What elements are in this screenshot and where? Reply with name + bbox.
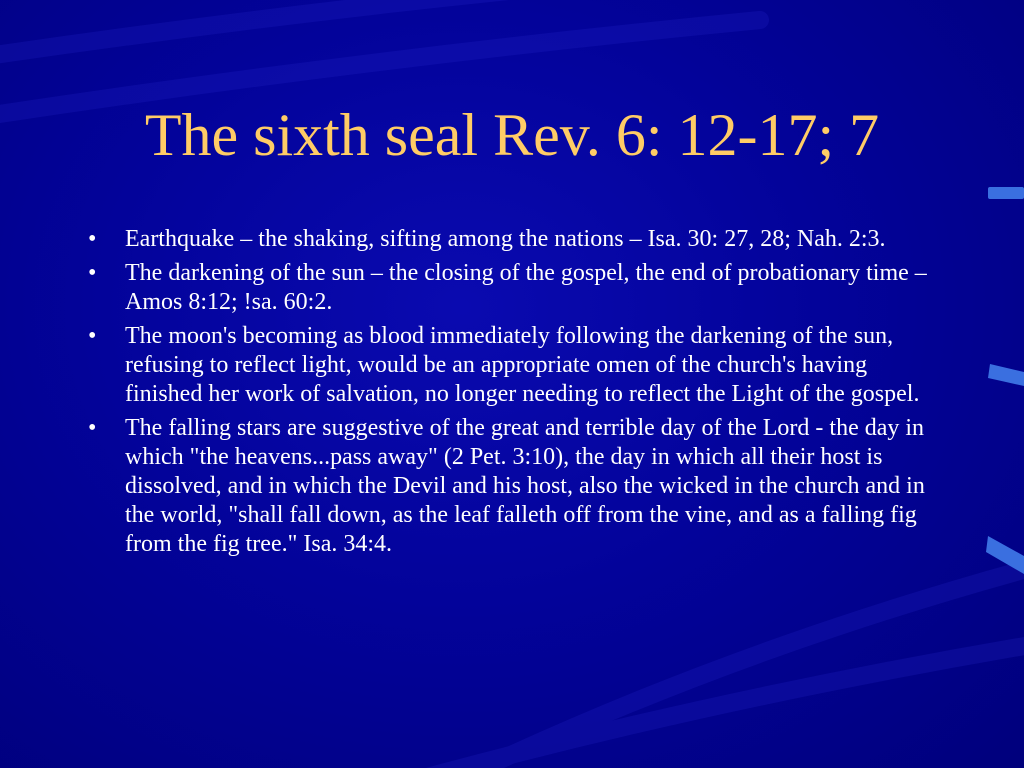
accent-stripe	[988, 187, 1024, 199]
bullet-text: The falling stars are suggestive of the great and terrible day of the Lord - the day in which "the heavens...pass away" (2 Pet. 3:10), the day in which all their host is dissolved, and in which the Devil and his host, also the wicked in the church and in the world, "shall fall down, as the leaf falleth off from the vine, and as a falling fig from the fig tree." Isa. 34:4.	[125, 415, 925, 557]
bullet-text: Earthquake – the shaking, sifting among the nations – Isa. 30: 27, 28; Nah. 2:3.	[125, 226, 886, 252]
bullet-list	[82, 225, 942, 564]
slide-title: The sixth seal Rev. 6: 12-17; 7	[144, 102, 880, 168]
bullet-item	[82, 322, 942, 409]
bullet-marker: •	[88, 323, 97, 349]
bullet-marker: •	[88, 415, 97, 441]
bullet-item	[82, 259, 942, 317]
bullet-item	[82, 414, 942, 559]
bullet-item	[82, 225, 942, 254]
accent-stripe	[988, 364, 1024, 386]
bullet-text: The moon's becoming as blood immediately following the darkening of the sun, refusing to reflect light, would be an appropriate omen of the church's having finished her work of salvation, no longer needing to reflect the Light of the gospel.	[125, 323, 920, 407]
bullet-text: The darkening of the sun – the closing of the gospel, the end of probationary time – Amos 8:12; !sa. 60:2.	[125, 260, 927, 315]
bullet-marker: •	[88, 260, 97, 286]
bullet-marker: •	[88, 226, 97, 252]
